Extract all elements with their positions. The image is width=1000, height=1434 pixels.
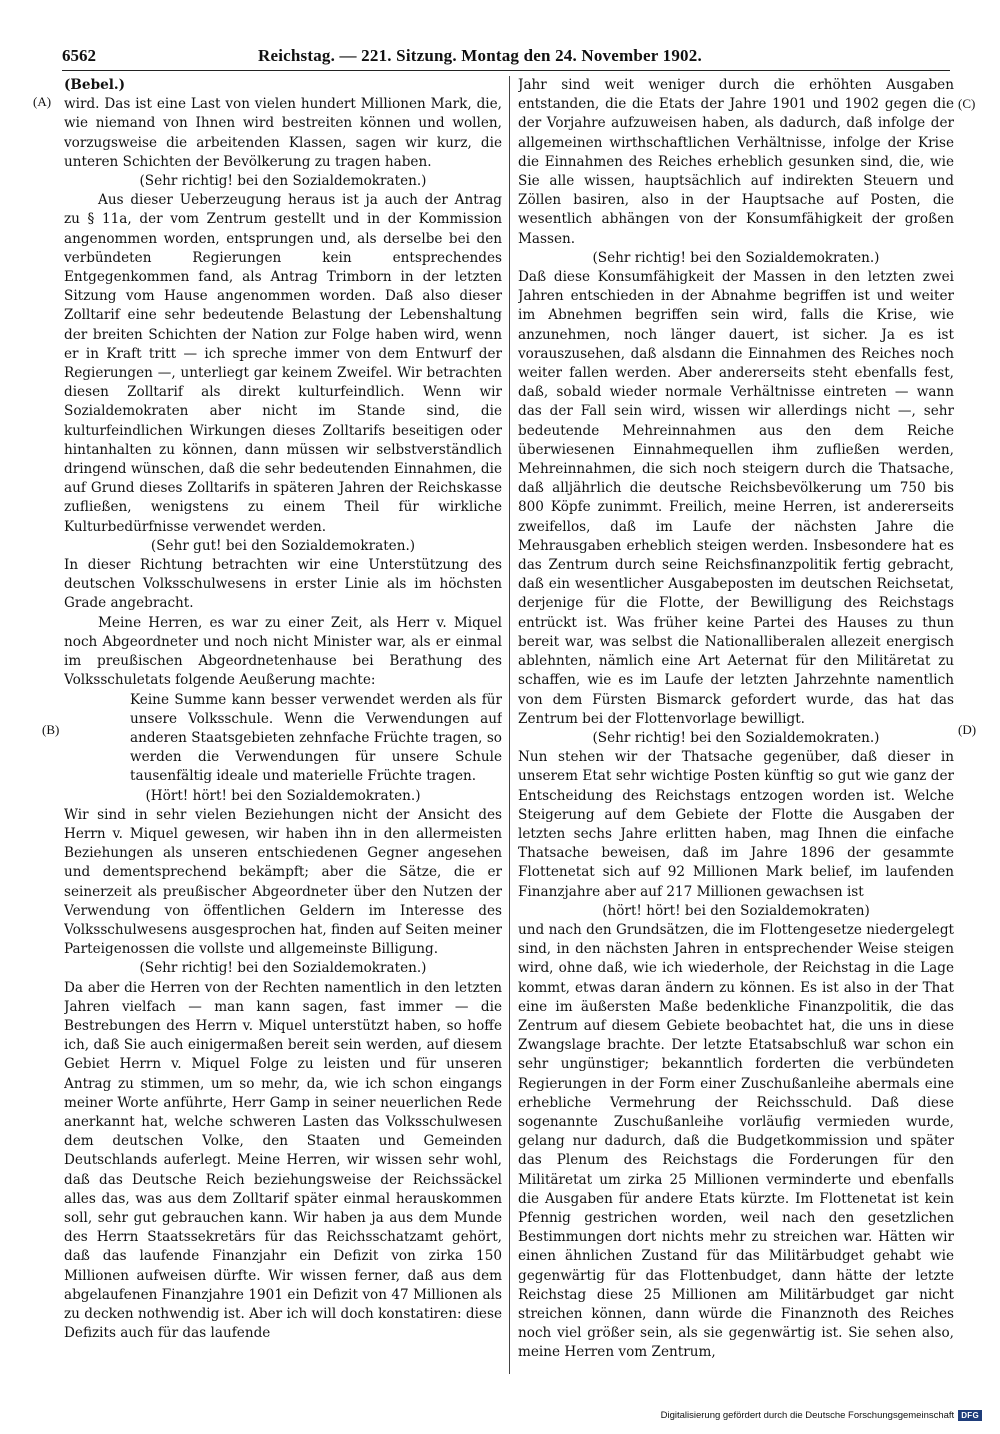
margin-marker-a: (A) [33, 94, 52, 109]
quotation: Keine Summe kann besser verwendet werden als für unsere Volksschule. Wenn die Verwendungen auf anderen Staatsgebieten zehnfache Früchte tragen, so werden die Verwendungen für unsere Schule tausenfältig ideale und materielle Früchte tragen. [130, 691, 502, 785]
paragraph: Aus dieser Ueberzeugung heraus ist ja auch der Antrag zu § 11a, der vom Zentrum gestellt und in der Kommission angenommen worden, entsprungen und, als derselbe bei den verbündeten Regierungen kein entsprechendes Entgegenkommen fand, als Antrag Trimborn in der letzten Sitzung vom Hause angenommen worden. Daß also dieser Zolltarif eine sehr bedeutende Belastung der Lebenshaltung der breiten Schichten der Nation zur Folge haben wird, wenn er in Kraft tritt — ich spreche immer von dem Entwurf der Regierungen —, unterliegt gar keinem Zweifel. Wir betrachten diesen Zolltarif als direkt kulturfeindlich. Wenn wir Sozialdemokraten aber nicht im Stande sind, die kulturfeindlichen Wirkungen dieses Zolltarifs beseitigen oder hintanhalten zu können, dann müssen wir selbstverständlich dringend wünschen, daß die sehr bedeutenden Einnahmen, die auf Grund dieses Zolltarifs in späteren Jahren der Reichskasse zufließen, wenigstens zu einem Theil für wirkliche Kulturbedürfnisse verwendet werden. [64, 192, 502, 535]
paragraph: wird. Das ist eine Last von vielen hundert Millionen Mark, die, wie niemand von Ihnen wird bestreiten können und wollen, vorzugsweise die arbeitenden Klassen, sagen wir kurz, die unteren Schichten der Bevölkerung zu tragen haben. [64, 96, 502, 170]
interjection: (Sehr richtig! bei den Sozialdemokraten.) [139, 960, 427, 977]
paragraph: Meine Herren, es war zu einer Zeit, als Herr v. Miquel noch Abgeordneter und noch nicht Minister war, als er einmal im preußischen Abgeordnetenhause bei Berathung des Volksschuletats folgende Aeußerung machte: [64, 614, 502, 689]
left-column [64, 76, 502, 1374]
interjection: (Sehr richtig! bei den Sozialdemokraten.) [139, 173, 427, 190]
paragraph: In dieser Richtung betrachten wir eine Unterstützung des deutschen Volksschulwesens in erster Linie als im höchsten Grade angebracht. [64, 557, 502, 612]
paragraph: Wir sind in sehr vielen Beziehungen nicht der Ansicht des Herrn v. Miquel gewesen, wir haben ihn in den allermeisten Beziehungen als unseren entschiedenen Gegner angesehen und dementsprechend bekämpft; aber die Sätze, die er seinerzeit als preußischer Abgeordneter über den Nutzen der Verwendung von öffentlichen Geldern im Interesse des Volksschulwesens ausgesprochen hat, finden auf Seiten meiner Parteigenossen die vollste und allgemeinste Billigung. [64, 806, 502, 958]
page-number: 6562 [62, 46, 96, 65]
margin-marker-d: (D) [958, 722, 977, 737]
margin-marker-b: (B) [42, 722, 60, 737]
interjection: (Sehr gut! bei den Sozialdemokraten.) [150, 537, 416, 554]
footer-credit [661, 1405, 982, 1425]
footer-text: Digitalisierung gefördert durch die Deutsche Forschungsgemeinschaft [660, 1409, 955, 1421]
paragraph: und nach den Grundsätzen, die im Flottengesetze niedergelegt sind, in den nächsten Jahren in entsprechender Weise steigen wird, ohne daß, wie ich wiederhole, der Reichstag in die Lage kommt, etwas daran ändern zu können. Es ist also in der That eine im äußersten Maße bedenkliche Finanzpolitik, die das Zentrum auf diesem Gebiete beobachtet hat, die uns in diese Zwangslage brachte. Der letzte Etatsabschluß war schon ein sehr ungünstiger; bekanntlich forderten die verbündeten Regierungen in der Form einer Zuschußanleihe abermals eine erhebliche Vermehrung der Reichsschuld. Daß diese sogenannte Zuschußanleihe vorläufig vermieden wurde, gelang nur dadurch, daß die Budgetkommission und später das Plenum des Reichstags die Forderungen für den Militäretat um zirka 25 Millionen verminderte und ebenfalls die Ausgaben für andere Etats kürzte. Im Flottenetat ist kein Pfennig gestrichen worden, weil nach den gesetzlichen Bestimmungen dort nichts mehr zu streichen war. Hätten wir einen ähnlichen Zustand für das Militärbudget gehabt wie gegenwärtig für das Flottenbudget, dann hätte der letzte Reichstag diese 25 Millionen am Militärbudget gar nicht streichen können, dann würde die Finanznoth des Reiches noch viel größer sein, als sie gegenwärtig ist. Sie sehen also, meine Herren vom Zentrum, [518, 921, 954, 1361]
margin-marker-c: (C) [958, 96, 976, 111]
dfg-logo: DFG [958, 1410, 982, 1421]
interjection: (Sehr richtig! bei den Sozialdemokraten.) [592, 249, 880, 266]
paragraph: Nun stehen wir der Thatsache gegenüber, daß dieser in unserem Etat sehr wichtige Posten künftig so gut wie ganz der Entscheidung des Reichstags entzogen worden ist. Welche Steigerung auf dem Gebiete der Flotte die Ausgaben der letzten sechs Jahre erlitten haben, mag Ihnen die einfache Thatsache beweisen, daß im Jahre 1896 der gesammte Flottenetat sich auf 92 Millionen Mark belief, im laufenden Finanzjahre aber auf 217 Millionen gewachsen ist [518, 749, 954, 900]
column-divider [509, 76, 510, 1374]
interjection: (hört! hört! bei den Sozialdemokraten) [602, 902, 870, 919]
page-header [62, 44, 950, 71]
interjection: (Hört! hört! bei den Sozialdemokraten.) [145, 787, 421, 804]
speaker-label: (Bebel.) [64, 77, 126, 93]
right-column [518, 76, 954, 1374]
paragraph: Daß diese Konsumfähigkeit der Massen in den letzten zwei Jahren entschieden in der Abnahme begriffen ist und weiter im Abnehmen begriffen sein wird, falls die Krise, wie anzunehmen, noch länger dauert, ist sicher. Ja es ist vorauszusehen, daß alsdann die Einnahmen des Reiches noch weiter fallen werden. Aber andererseits steht ebenfalls fest, daß, sobald wieder normale Verhältnisse eintreten — wann das der Fall sein wird, wissen wir allerdings nicht —, sehr bedeutende Mehreinnahmen aus den dem Reiche überwiesenen Einnahmequellen ihm zufließen werden, Mehreinnahmen, die sich noch steigern durch die Thatsache, daß alljährlich die deutsche Reichsbevölkerung um 750 bis 800 Köpfe zunimmt. Freilich, meine Herren, ist andererseits zweifellos, daß im Laufe der nächsten Jahre die Mehrausgaben erheblich steigen werden. Insbesondere hat es das Zentrum durch seine Reichsfinanzpolitik fertig gebracht, daß ein wesentlicher Ausgabeposten im deutschen Reichsetat, derjenige für die Flotte, der Bewilligung des Reichstags entrückt ist. Was früher keine Partei des Hauses zu thun bereit war, was selbst die Nationalliberalen allezeit energisch ablehnten, nämlich eine Art Aeternat für den Militäretat zu schaffen, wie es im Laufe der letzten Jahrzehnte namentlich von dem Fürsten Bismarck gefordert wurde, das hat das Zentrum bei der Flottenvorlage bewilligt. [518, 269, 954, 727]
paragraph: Da aber die Herren von der Rechten namentlich in den letzten Jahren vielfach — man kann sagen, fast immer — die Bestrebungen des Herrn v. Miquel unterstützt haben, so hoffe ich, daß Sie auch einigermaßen bereit sein werden, auf diesem Gebiet Herrn v. Miquel Folge zu leisten und für unseren Antrag zu stimmen, um so mehr, da, wie ich schon eingangs meiner Worte anführte, Herr Gamp in seiner neuerlichen Rede anerkannt hat, welche schweren Lasten das Volksschulwesen dem deutschen Volke, den Staaten und Gemeinden Deutschlands auferlegt. Meine Herren, wir wissen sehr wohl, daß das Deutsche Reich beziehungsweise der Reichssäckel alles das, was aus dem Zolltarif später einmal herauskommen soll, sehr gut gebrauchen kann. Wir haben ja aus dem Munde des Herrn Staatssekretärs für das Reichsschatzamt gehört, daß das laufende Finanzjahr ein Defizit von zirka 150 Millionen aufweisen dürfte. Wir wissen ferner, daß aus dem abgelaufenen Finanzjahre 1901 ein Defizit von 47 Millionen als zu decken nothwendig ist. Aber ich will doch konstatiren: diese Defizits auch für das laufende [64, 979, 502, 1342]
page-title: Reichstag. — 221. Sitzung. Montag den 24. November 1902. [258, 46, 702, 65]
paragraph: Jahr sind weit weniger durch die erhöhten Ausgaben entstanden, die die Etats der Jahre 1901 und 1902 gegen die der Vorjahre aufzuweisen haben, als dadurch, daß infolge der allgemeinen wirthschaftlichen Verhältnisse, infolge der Krise die Einnahmen des Reiches erheblich gesunken sind, die, wie Sie alle wissen, hauptsächlich auf indirekten Steuern und Zöllen basiren, also in der Hauptsache auf Posten, die wesentlich abhängen von der Konsumfähigkeit der großen Massen. [518, 77, 954, 247]
interjection: (Sehr richtig! bei den Sozialdemokraten.) [592, 729, 880, 746]
